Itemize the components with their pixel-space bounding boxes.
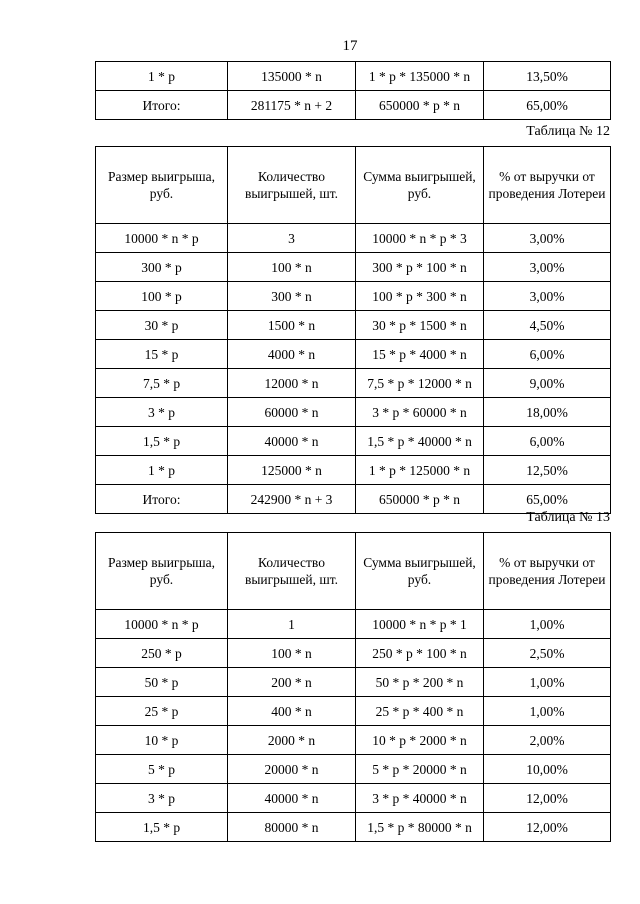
table-cell: 10000 * n * р * 3	[356, 224, 484, 253]
table-cell: 10 * р	[96, 726, 228, 755]
table-cell: 18,00%	[484, 398, 611, 427]
table-cell: 650000 * р * n	[356, 485, 484, 514]
table-cell: Итого:	[96, 91, 228, 120]
table-cell: 13,50%	[484, 62, 611, 91]
table-row	[96, 726, 611, 755]
table-cell: 25 * р * 400 * n	[356, 697, 484, 726]
table-cell: 12,00%	[484, 813, 611, 842]
table-cell: 10000 * n * р	[96, 610, 228, 639]
table-cell: 1 * р * 125000 * n	[356, 456, 484, 485]
table-cell: 1 * р * 135000 * n	[356, 62, 484, 91]
table-cell: 10 * р * 2000 * n	[356, 726, 484, 755]
table-cell: Итого:	[96, 485, 228, 514]
table-cell: 25 * р	[96, 697, 228, 726]
table-cell: 3 * р	[96, 784, 228, 813]
table-cell: 3,00%	[484, 224, 611, 253]
table-row	[96, 369, 611, 398]
table-cell: 3,00%	[484, 253, 611, 282]
table-cell: 1,5 * р * 40000 * n	[356, 427, 484, 456]
prize-table-13	[95, 532, 611, 842]
table-cell: 5 * р	[96, 755, 228, 784]
table-cell: 300 * р * 100 * n	[356, 253, 484, 282]
header-prize-sum: Сумма выигрышей, руб.	[356, 147, 484, 224]
continued-table-body	[96, 62, 611, 120]
table-cell: 100 * р	[96, 282, 228, 311]
table-cell: 10,00%	[484, 755, 611, 784]
table-row	[96, 253, 611, 282]
table-cell: 4,50%	[484, 311, 611, 340]
table-cell: 12,00%	[484, 784, 611, 813]
table-row	[96, 62, 611, 91]
table-cell: 250 * р * 100 * n	[356, 639, 484, 668]
table-13-caption: Таблица № 13	[526, 510, 610, 525]
table-cell: 1 * р	[96, 456, 228, 485]
table-row	[96, 282, 611, 311]
table-cell: 125000 * n	[228, 456, 356, 485]
table-13-body	[96, 610, 611, 842]
table-cell: 300 * n	[228, 282, 356, 311]
table-cell: 300 * р	[96, 253, 228, 282]
table-cell: 3 * р * 60000 * n	[356, 398, 484, 427]
table-row	[96, 813, 611, 842]
table-cell: 1500 * n	[228, 311, 356, 340]
table-cell: 135000 * n	[228, 62, 356, 91]
table-row	[96, 668, 611, 697]
table-cell: 12,50%	[484, 456, 611, 485]
table-cell: 40000 * n	[228, 784, 356, 813]
table-cell: 281175 * n + 2	[228, 91, 356, 120]
table-cell: 9,00%	[484, 369, 611, 398]
table-cell: 3	[228, 224, 356, 253]
table-cell: 1,00%	[484, 610, 611, 639]
page-number: 17	[342, 38, 358, 54]
table-row	[96, 427, 611, 456]
table-cell: 10000 * n * р * 1	[356, 610, 484, 639]
table-row	[96, 224, 611, 253]
table-cell: 6,00%	[484, 340, 611, 369]
header-prize-count: Количество выигрышей, шт.	[228, 533, 356, 610]
table-cell: 15 * р	[96, 340, 228, 369]
table-cell: 50 * р	[96, 668, 228, 697]
table-row	[96, 639, 611, 668]
table-cell: 10000 * n * р	[96, 224, 228, 253]
header-prize-size: Размер выигрыша, руб.	[96, 533, 228, 610]
table-12-caption: Таблица № 12	[526, 124, 610, 139]
table-cell: 65,00%	[484, 485, 611, 514]
table-cell: 1,00%	[484, 697, 611, 726]
table-row	[96, 697, 611, 726]
table-cell: 40000 * n	[228, 427, 356, 456]
table-cell: 7,5 * р * 12000 * n	[356, 369, 484, 398]
header-prize-sum: Сумма выигрышей, руб.	[356, 533, 484, 610]
table-cell: 1	[228, 610, 356, 639]
header-revenue-percent: % от выручки от проведения Лотереи	[484, 533, 611, 610]
table-cell: 100 * n	[228, 639, 356, 668]
table-cell: 3 * р * 40000 * n	[356, 784, 484, 813]
table-cell: 100 * р * 300 * n	[356, 282, 484, 311]
table-cell: 12000 * n	[228, 369, 356, 398]
table-cell: 400 * n	[228, 697, 356, 726]
table-cell: 100 * n	[228, 253, 356, 282]
table-cell: 50 * р * 200 * n	[356, 668, 484, 697]
table-cell: 1,5 * р	[96, 427, 228, 456]
table-12-header	[96, 147, 611, 224]
table-cell: 200 * n	[228, 668, 356, 697]
table-cell: 30 * р * 1500 * n	[356, 311, 484, 340]
header-prize-size: Размер выигрыша, руб.	[96, 147, 228, 224]
table-cell: 1 * р	[96, 62, 228, 91]
header-prize-count: Количество выигрышей, шт.	[228, 147, 356, 224]
table-cell: 1,5 * р * 80000 * n	[356, 813, 484, 842]
table-row	[96, 610, 611, 639]
table-cell: 250 * р	[96, 639, 228, 668]
table-row	[96, 311, 611, 340]
table-row	[96, 755, 611, 784]
table-cell: 2,50%	[484, 639, 611, 668]
table-cell: 20000 * n	[228, 755, 356, 784]
table-cell: 4000 * n	[228, 340, 356, 369]
continued-prize-table	[95, 61, 611, 120]
table-row	[96, 340, 611, 369]
table-cell: 5 * р * 20000 * n	[356, 755, 484, 784]
header-revenue-percent: % от выручки от проведения Лотереи	[484, 147, 611, 224]
table-row	[96, 398, 611, 427]
table-row	[96, 91, 611, 120]
table-cell: 650000 * р * n	[356, 91, 484, 120]
table-cell: 30 * р	[96, 311, 228, 340]
table-cell: 242900 * n + 3	[228, 485, 356, 514]
prize-table-12	[95, 146, 611, 514]
table-cell: 6,00%	[484, 427, 611, 456]
table-cell: 15 * р * 4000 * n	[356, 340, 484, 369]
table-cell: 1,00%	[484, 668, 611, 697]
table-cell: 2,00%	[484, 726, 611, 755]
table-12-body	[96, 224, 611, 514]
table-cell: 3 * р	[96, 398, 228, 427]
table-13-header	[96, 533, 611, 610]
table-cell: 80000 * n	[228, 813, 356, 842]
table-cell: 1,5 * р	[96, 813, 228, 842]
table-row	[96, 784, 611, 813]
table-cell: 3,00%	[484, 282, 611, 311]
table-cell: 7,5 * р	[96, 369, 228, 398]
table-cell: 65,00%	[484, 91, 611, 120]
table-row	[96, 456, 611, 485]
table-cell: 2000 * n	[228, 726, 356, 755]
table-cell: 60000 * n	[228, 398, 356, 427]
